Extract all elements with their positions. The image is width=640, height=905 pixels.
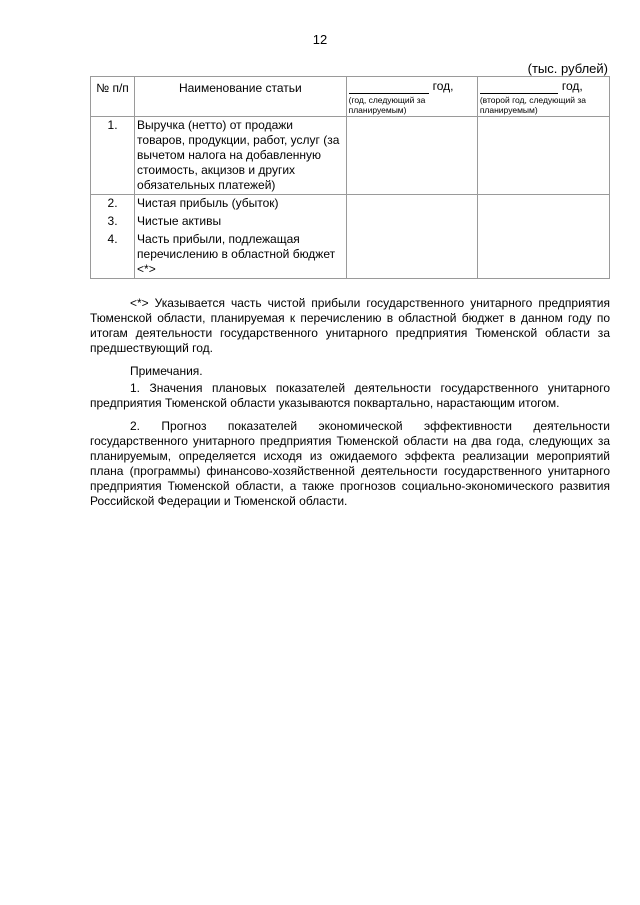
row-name: Чистая прибыль (убыток) xyxy=(137,196,279,210)
row-num: 1. xyxy=(91,117,135,195)
units-label: (тыс. рублей) xyxy=(527,61,608,76)
row-value-year2 xyxy=(477,117,609,195)
row-value-year1 xyxy=(346,195,477,279)
year2-suffix: год, xyxy=(561,79,583,93)
row-name: Часть прибыли, подлежащая перечислению в областной бюджет <*> xyxy=(137,232,336,276)
year1-note: (год, следующий за планируемым) xyxy=(348,95,426,115)
row-name: Чистые активы xyxy=(137,214,222,228)
row-value-year2 xyxy=(477,195,609,279)
notes-title: Примечания. xyxy=(130,364,203,378)
header-year1 xyxy=(346,77,477,117)
year2-note: (второй год, следующий за планируемым) xyxy=(479,95,587,115)
footnote: <*> Указывается часть чистой прибыли государственного унитарного предприятия Тюменской области, планируемая к перечислению в областной бюджет в данном году по итогам деятельности государственного унитарного предприятия Тюменской области за предшествующий год. xyxy=(90,296,610,355)
year1-suffix: год, xyxy=(432,79,454,93)
row-num: 2. xyxy=(107,196,118,210)
row-num-group xyxy=(91,195,135,279)
row-name: Выручка (нетто) от продажи товаров, продукции, работ, услуг (за вычетом налога на добавленную стоимость, акцизов и других обязательных платежей) xyxy=(135,117,347,195)
table-row-group xyxy=(91,195,610,279)
table-row xyxy=(91,117,610,195)
header-name: Наименование статьи xyxy=(135,77,347,117)
row-num: 3. xyxy=(107,214,118,228)
row-num: 4. xyxy=(107,232,118,246)
notes-section xyxy=(90,296,610,517)
note-1: 1. Значения плановых показателей деятельности государственного унитарного предприятия Тюменской области указываются поквартально, нарастающим итогом. xyxy=(90,381,610,410)
year1-blank xyxy=(349,82,429,94)
page-number: 12 xyxy=(312,32,328,47)
note-2: 2. Прогноз показателей экономической эффективности деятельности государственного унитарного предприятия Тюменской области на два года, следующих за планируемым, определяется исходя из ожидаемого эффекта реализации мероприятий плана (программы) финансово-хозяйственной деятельности государственного унитарного предприятия Тюменской области, а также прогнозов социально-экономического развития Российской Федерации и Тюменской области. xyxy=(90,419,610,508)
indicators-table xyxy=(90,76,610,279)
row-value-year1 xyxy=(346,117,477,195)
year2-blank xyxy=(480,82,558,94)
row-name-group xyxy=(135,195,347,279)
header-num: № п/п xyxy=(91,77,135,117)
header-year2 xyxy=(477,77,609,117)
table-header-row xyxy=(91,77,610,117)
